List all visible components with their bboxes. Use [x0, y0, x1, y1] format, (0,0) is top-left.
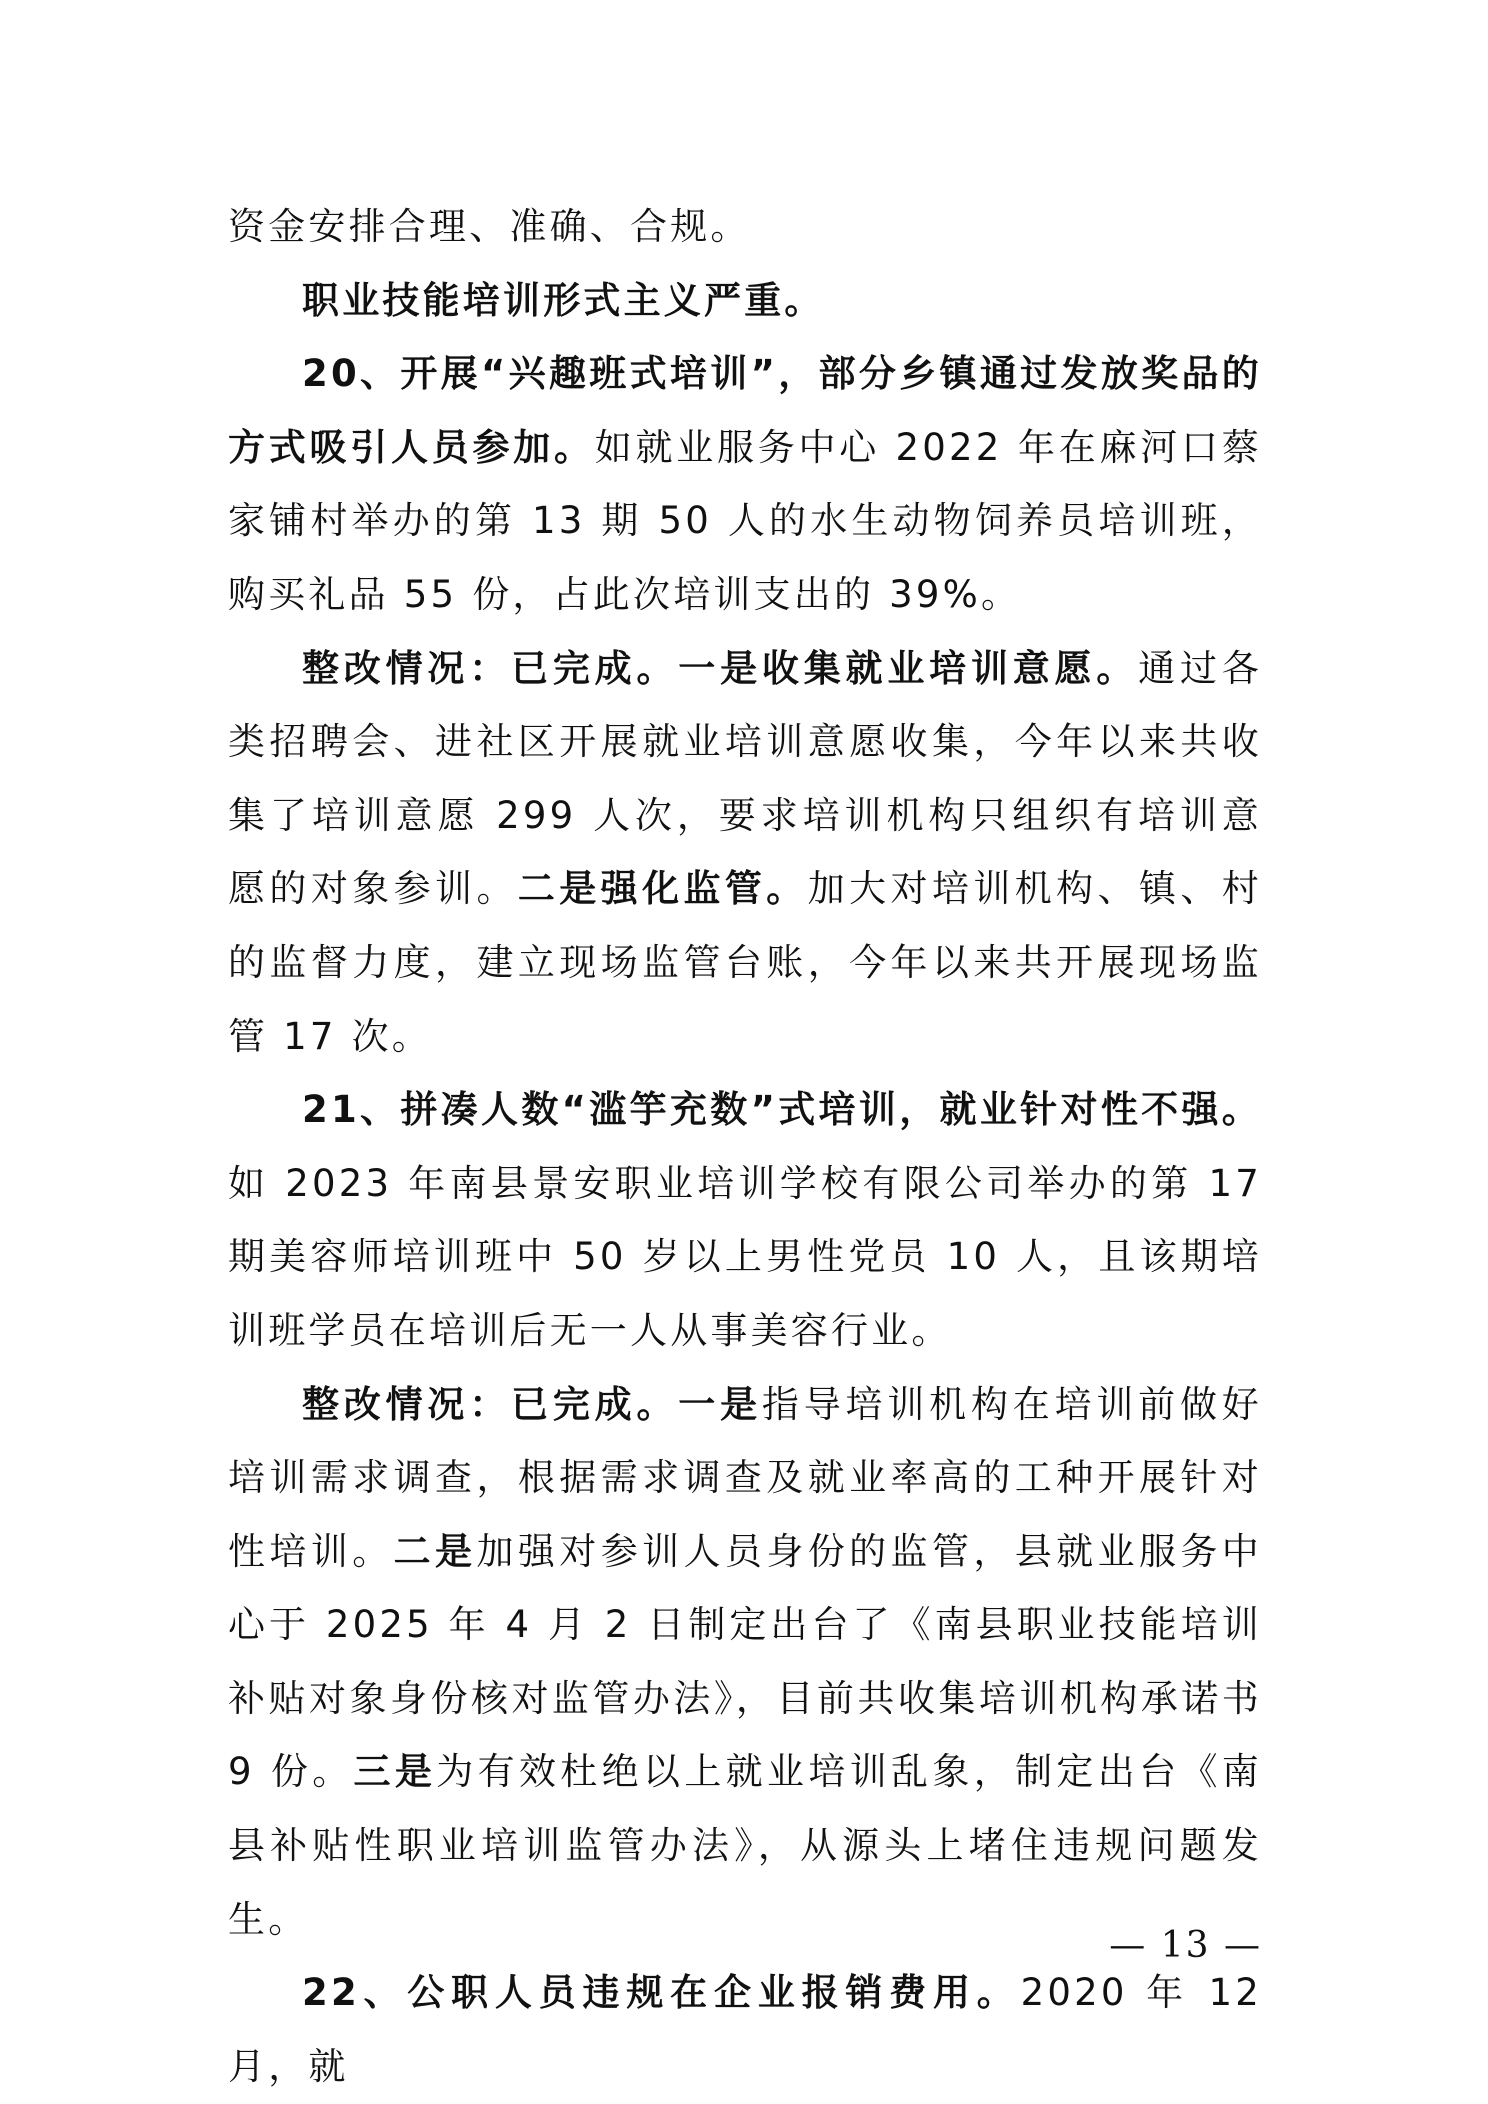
bold-text-run: 20、开展“兴趣班式培训”，部分乡镇通过发放奖品的方式吸引人员参加。: [228, 352, 1262, 469]
bold-text-run: 整改情况：已完成。一是: [302, 1382, 762, 1426]
document-body: [228, 190, 1262, 2103]
bold-text-run: 二是强化监管。: [517, 867, 808, 911]
bold-text-run: 22、公职人员违规在企业报销费用。: [302, 1971, 1021, 2015]
bold-text-run: 21、拼凑人数“滥竽充数”式培训，就业针对性不强。: [302, 1088, 1262, 1132]
paragraph: [228, 632, 1262, 1074]
text-run: 如就业服务中心 2022 年在麻河口蔡家铺村举办的第 13 期 50 人的水生动物饲养员培训班，购买礼品 55 份，占此次培训支出的 39%。: [228, 425, 1262, 616]
paragraph: [228, 337, 1262, 631]
text-run: 指导培训机构在培训前做好培训需求调查，根据需求调查及就业率高的工种开展针对性培训。: [228, 1382, 1263, 1573]
text-run: 如 2023 年南县景安职业培训学校有限公司举办的第 17 期美容师培训班中 50 岁以上男性党员 10 人，且该期培训班学员在培训后无一人从事美容行业。: [228, 1161, 1262, 1352]
text-run: 资金安排合理、准确、合规。: [228, 205, 751, 248]
paragraph: [228, 1073, 1262, 1367]
text-run: 加强对参训人员身份的监管，县就业服务中心于 2025 年 4 月 2 日制定出台了《南县职业技能培训补贴对象身份核对监管办法》，目前共收集培训机构承诺书 9 份。: [228, 1529, 1262, 1794]
text-run: 加大对培训机构、镇、村的监督力度，建立现场监管台账，今年以来共开展现场监管 17 次。: [228, 867, 1262, 1058]
bold-text-run: 二是: [393, 1529, 477, 1573]
paragraph: [228, 1956, 1262, 2103]
bold-text-run: 三是: [353, 1750, 437, 1794]
bold-text-run: 整改情况：已完成。一是收集就业培训意愿。: [302, 646, 1139, 690]
text-run: 通过各类招聘会、进社区开展就业培训意愿收集，今年以来共收集了培训意愿 299 人次，要求培训机构只组织有培训意愿的对象参训。: [228, 646, 1262, 911]
bold-text-run: 职业技能培训形式主义严重。: [302, 278, 825, 322]
text-run: 为有效杜绝以上就业培训乱象，制定出台《南县补贴性职业培训监管办法》，从源头上堵住违规问题发生。: [228, 1750, 1263, 1941]
paragraph: [228, 190, 1262, 264]
page-number: — 13 —: [1109, 1925, 1262, 1966]
paragraph: [228, 1368, 1262, 1957]
text-run: 2020 年 12 月，就: [228, 1971, 1262, 2088]
paragraph: [228, 264, 1262, 338]
